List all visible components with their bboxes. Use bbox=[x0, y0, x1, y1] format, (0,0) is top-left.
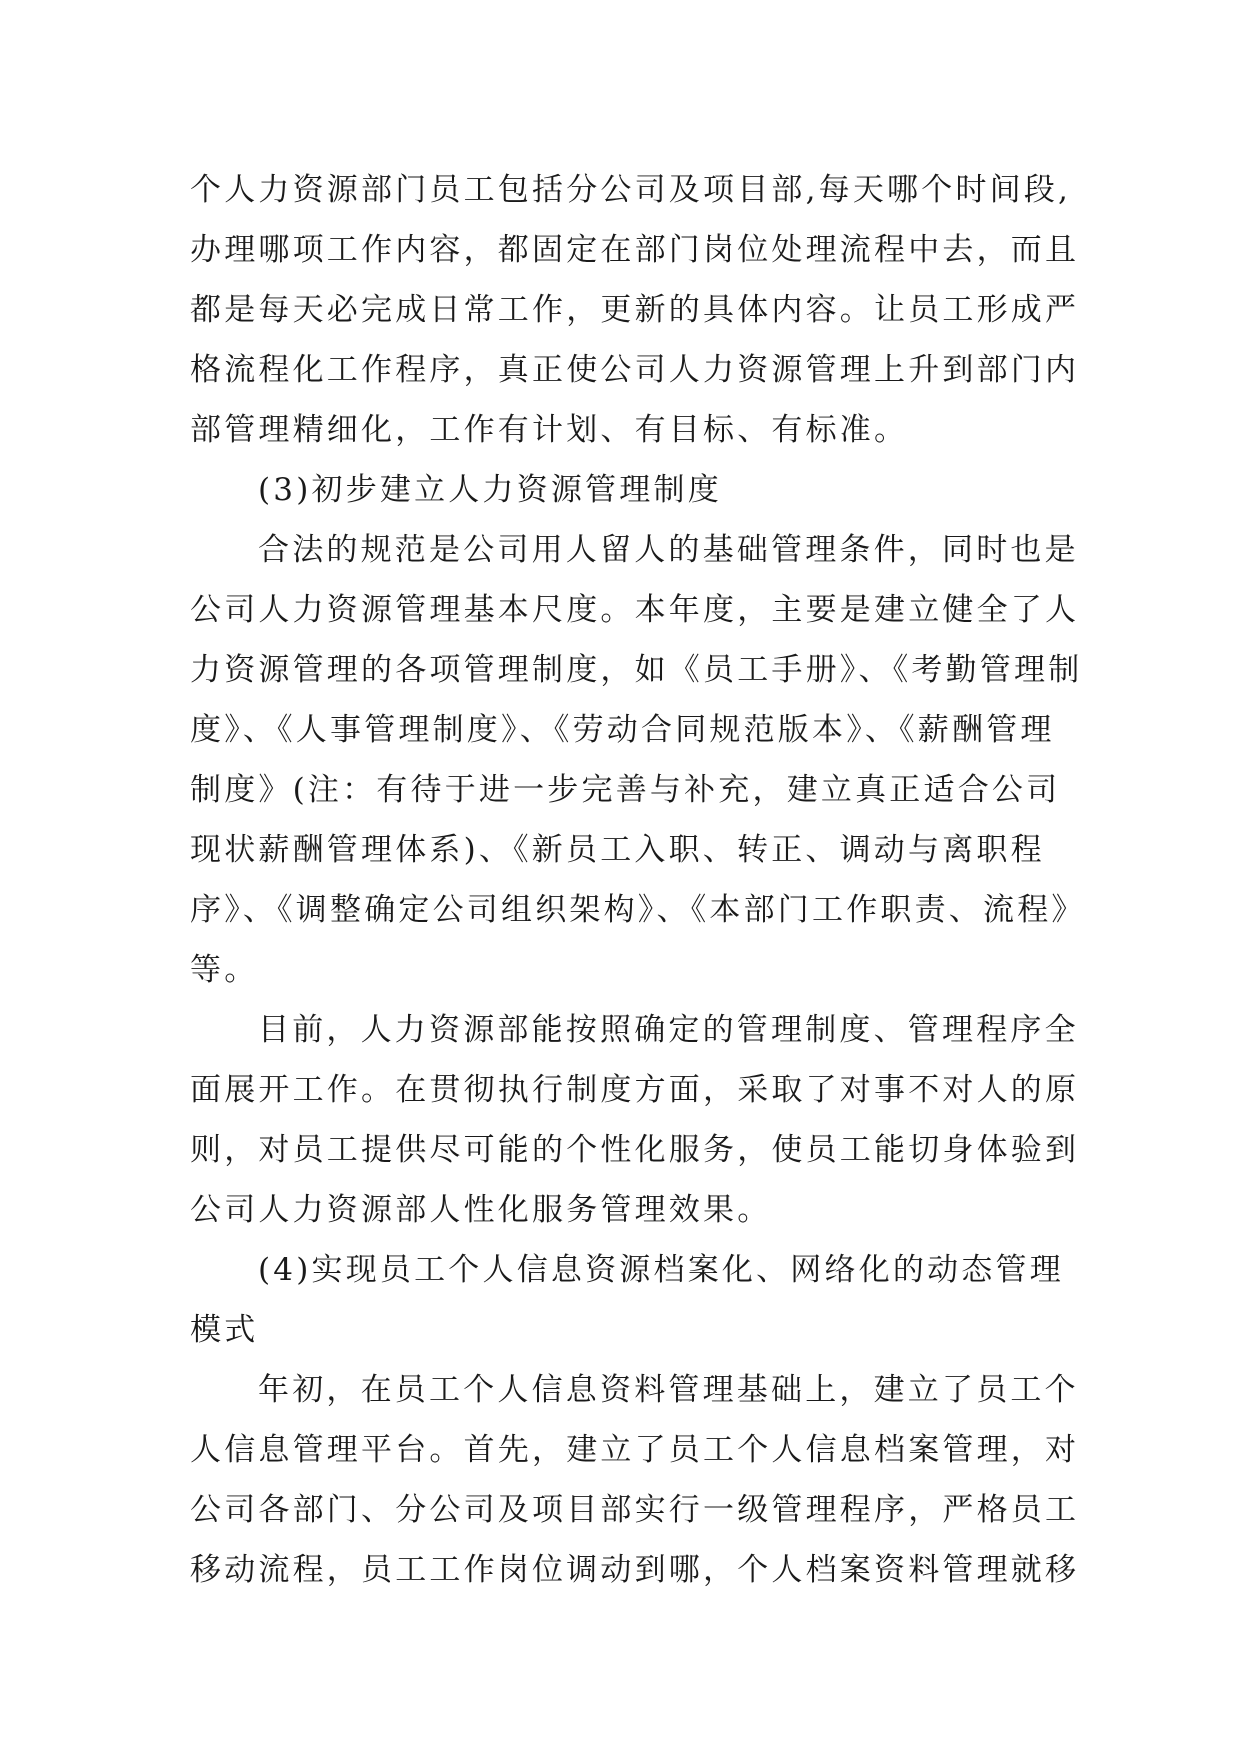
text-line: 格流程化工作程序，真正使公司人力资源管理上升到部门内 bbox=[190, 352, 1080, 388]
text-line: 公司人力资源管理基本尺度。本年度，主要是建立健全了人 bbox=[190, 592, 1080, 628]
document-body bbox=[190, 160, 1086, 1600]
text-line: 现状薪酬管理体系)、《新员工入职、转正、调动与离职程 bbox=[190, 832, 1045, 868]
section-heading-4: (4)实现员工个人信息资源档案化、网络化的动态管理 bbox=[258, 1252, 1064, 1288]
text-line: 合法的规范是公司用人留人的基础管理条件，同时也是 bbox=[258, 532, 1079, 568]
text-line: 公司人力资源部人性化服务管理效果。 bbox=[190, 1192, 772, 1228]
text-line: 移动流程，员工工作岗位调动到哪，个人档案资料管理就移 bbox=[190, 1552, 1080, 1588]
text-line: 则，对员工提供尽可能的个性化服务，使员工能切身体验到 bbox=[190, 1132, 1080, 1168]
text-line: 个人力资源部门员工包括分公司及项目部,每天哪个时间段, bbox=[190, 172, 1072, 208]
section-heading-3: (3)初步建立人力资源管理制度 bbox=[258, 472, 722, 508]
section-heading-4-cont: 模式 bbox=[190, 1312, 259, 1348]
text-line: 制度》(注：有待于进一步完善与补充，建立真正适合公司 bbox=[190, 772, 1061, 808]
text-line: 目前，人力资源部能按照确定的管理制度、管理程序全 bbox=[258, 1012, 1079, 1048]
text-line: 都是每天必完成日常工作，更新的具体内容。让员工形成严 bbox=[190, 292, 1080, 328]
text-line: 年初，在员工个人信息资料管理基础上，建立了员工个 bbox=[258, 1372, 1079, 1408]
text-line: 序》、《调整确定公司组织架构》、《本部门工作职责、流程》 bbox=[190, 892, 1086, 928]
text-line: 人信息管理平台。首先，建立了员工个人信息档案管理，对 bbox=[190, 1432, 1080, 1468]
text-line: 办理哪项工作内容，都固定在部门岗位处理流程中去，而且 bbox=[190, 232, 1080, 268]
text-line: 度》、《人事管理制度》、《劳动合同规范版本》、《薪酬管理 bbox=[190, 712, 1055, 748]
text-line: 等。 bbox=[190, 952, 259, 988]
text-line: 力资源管理的各项管理制度，如《员工手册》、《考勤管理制 bbox=[190, 652, 1083, 688]
text-line: 部管理精细化，工作有计划、有目标、有标准。 bbox=[190, 412, 909, 448]
text-line: 面展开工作。在贯彻执行制度方面，采取了对事不对人的原 bbox=[190, 1072, 1080, 1108]
text-line: 公司各部门、分公司及项目部实行一级管理程序，严格员工 bbox=[190, 1492, 1080, 1528]
